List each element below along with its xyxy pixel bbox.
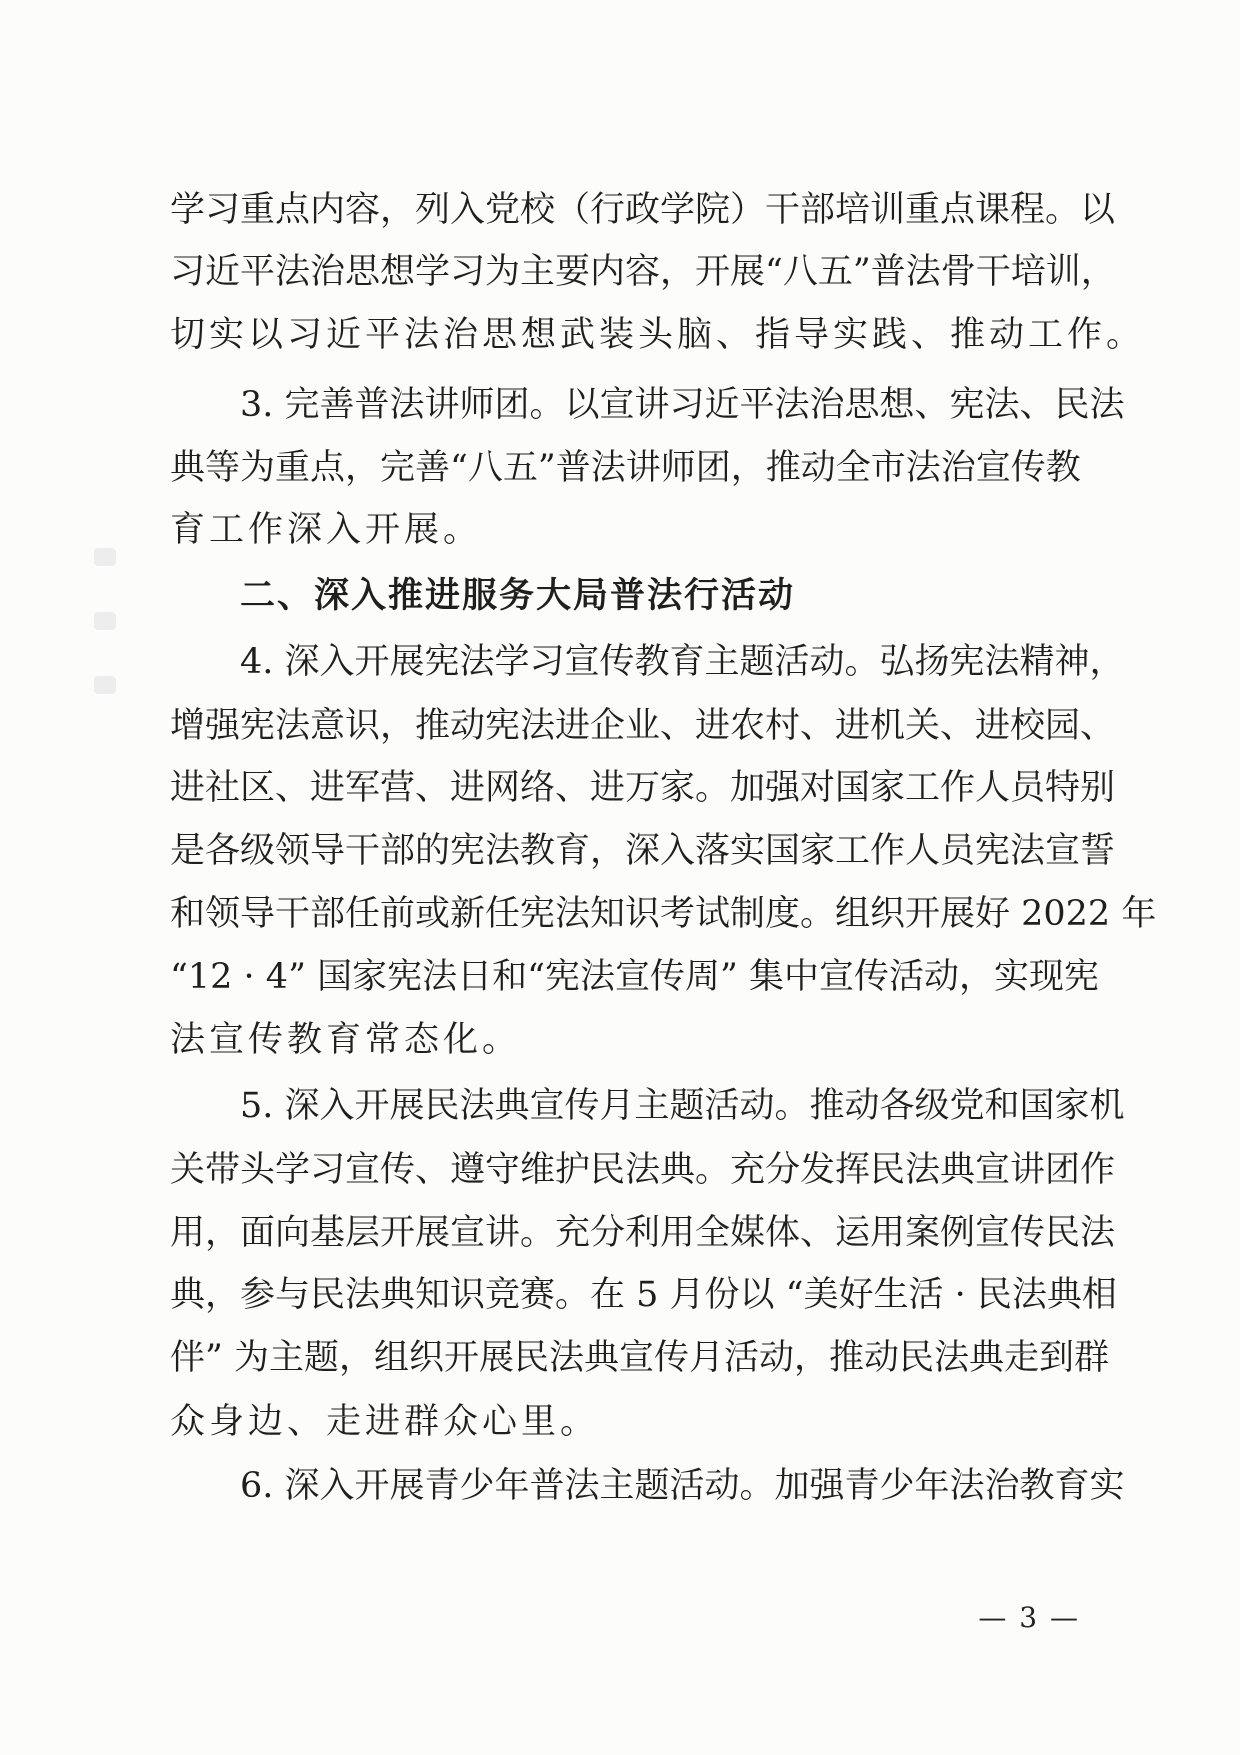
paragraph-start-line: 6. 深入开展青少年普法主题活动。加强青少年法治教育实 (240, 1466, 1125, 1506)
body-line: “12 · 4” 国家宪法日和“宪法宣传周” 集中宣传活动，实现宪 (170, 957, 1100, 997)
page-number: — 3 — (978, 1601, 1080, 1634)
body-line: 增强宪法意识，推动宪法进企业、进农村、进机关、进校园、 (170, 706, 1116, 746)
body-line: 育工作深入开展。 (170, 510, 483, 550)
scan-margin-mark (94, 548, 116, 566)
paragraph-start-line: 3. 完善普法讲师团。以宣讲习近平法治思想、宪法、民法 (240, 385, 1125, 425)
paragraph-start-line: 5. 深入开展民法典宣传月主题活动。推动各级党和国家机 (240, 1086, 1125, 1126)
section-heading: 二、深入推进服务大局普法行活动 (240, 576, 796, 616)
body-line: 众身边、走进群众心里。 (170, 1402, 600, 1442)
body-line: 学习重点内容，列入党校（行政学院）干部培训重点课程。以 (170, 190, 1116, 230)
body-line: 关带头学习宣传、遵守维护民法典。充分发挥民法典宣讲团作 (170, 1150, 1116, 1190)
body-line: 伴” 为主题，组织开展民法典宣传月活动，推动民法典走到群 (170, 1338, 1110, 1378)
body-line: 典，参与民法典知识竞赛。在 5 月份以 “美好生活 · 民法典相 (170, 1275, 1117, 1315)
scan-margin-mark (94, 612, 116, 630)
scan-margin-mark (94, 676, 116, 694)
body-line: 切实以习近平法治思想武装头脑、指导实践、推动工作。 (170, 315, 1146, 355)
body-line: 是各级领导干部的宪法教育，深入落实国家工作人员宪法宣誓 (170, 831, 1116, 871)
paragraph-start-line: 4. 深入开展宪法学习宣传教育主题活动。弘扬宪法精神， (240, 642, 1125, 682)
body-line: 进社区、进军营、进网络、进万家。加强对国家工作人员特别 (170, 768, 1116, 808)
body-line: 法宣传教育常态化。 (170, 1020, 522, 1060)
body-line: 和领导干部任前或新任宪法知识考试制度。组织开展好 2022 年 (170, 894, 1157, 934)
body-line: 用，面向基层开展宣讲。充分利用全媒体、运用案例宣传民法 (170, 1213, 1116, 1253)
body-line: 典等为重点，完善“八五”普法讲师团，推动全市法治宣传教 (170, 448, 1081, 488)
body-line: 习近平法治思想学习为主要内容，开展“八五”普法骨干培训， (170, 252, 1116, 292)
